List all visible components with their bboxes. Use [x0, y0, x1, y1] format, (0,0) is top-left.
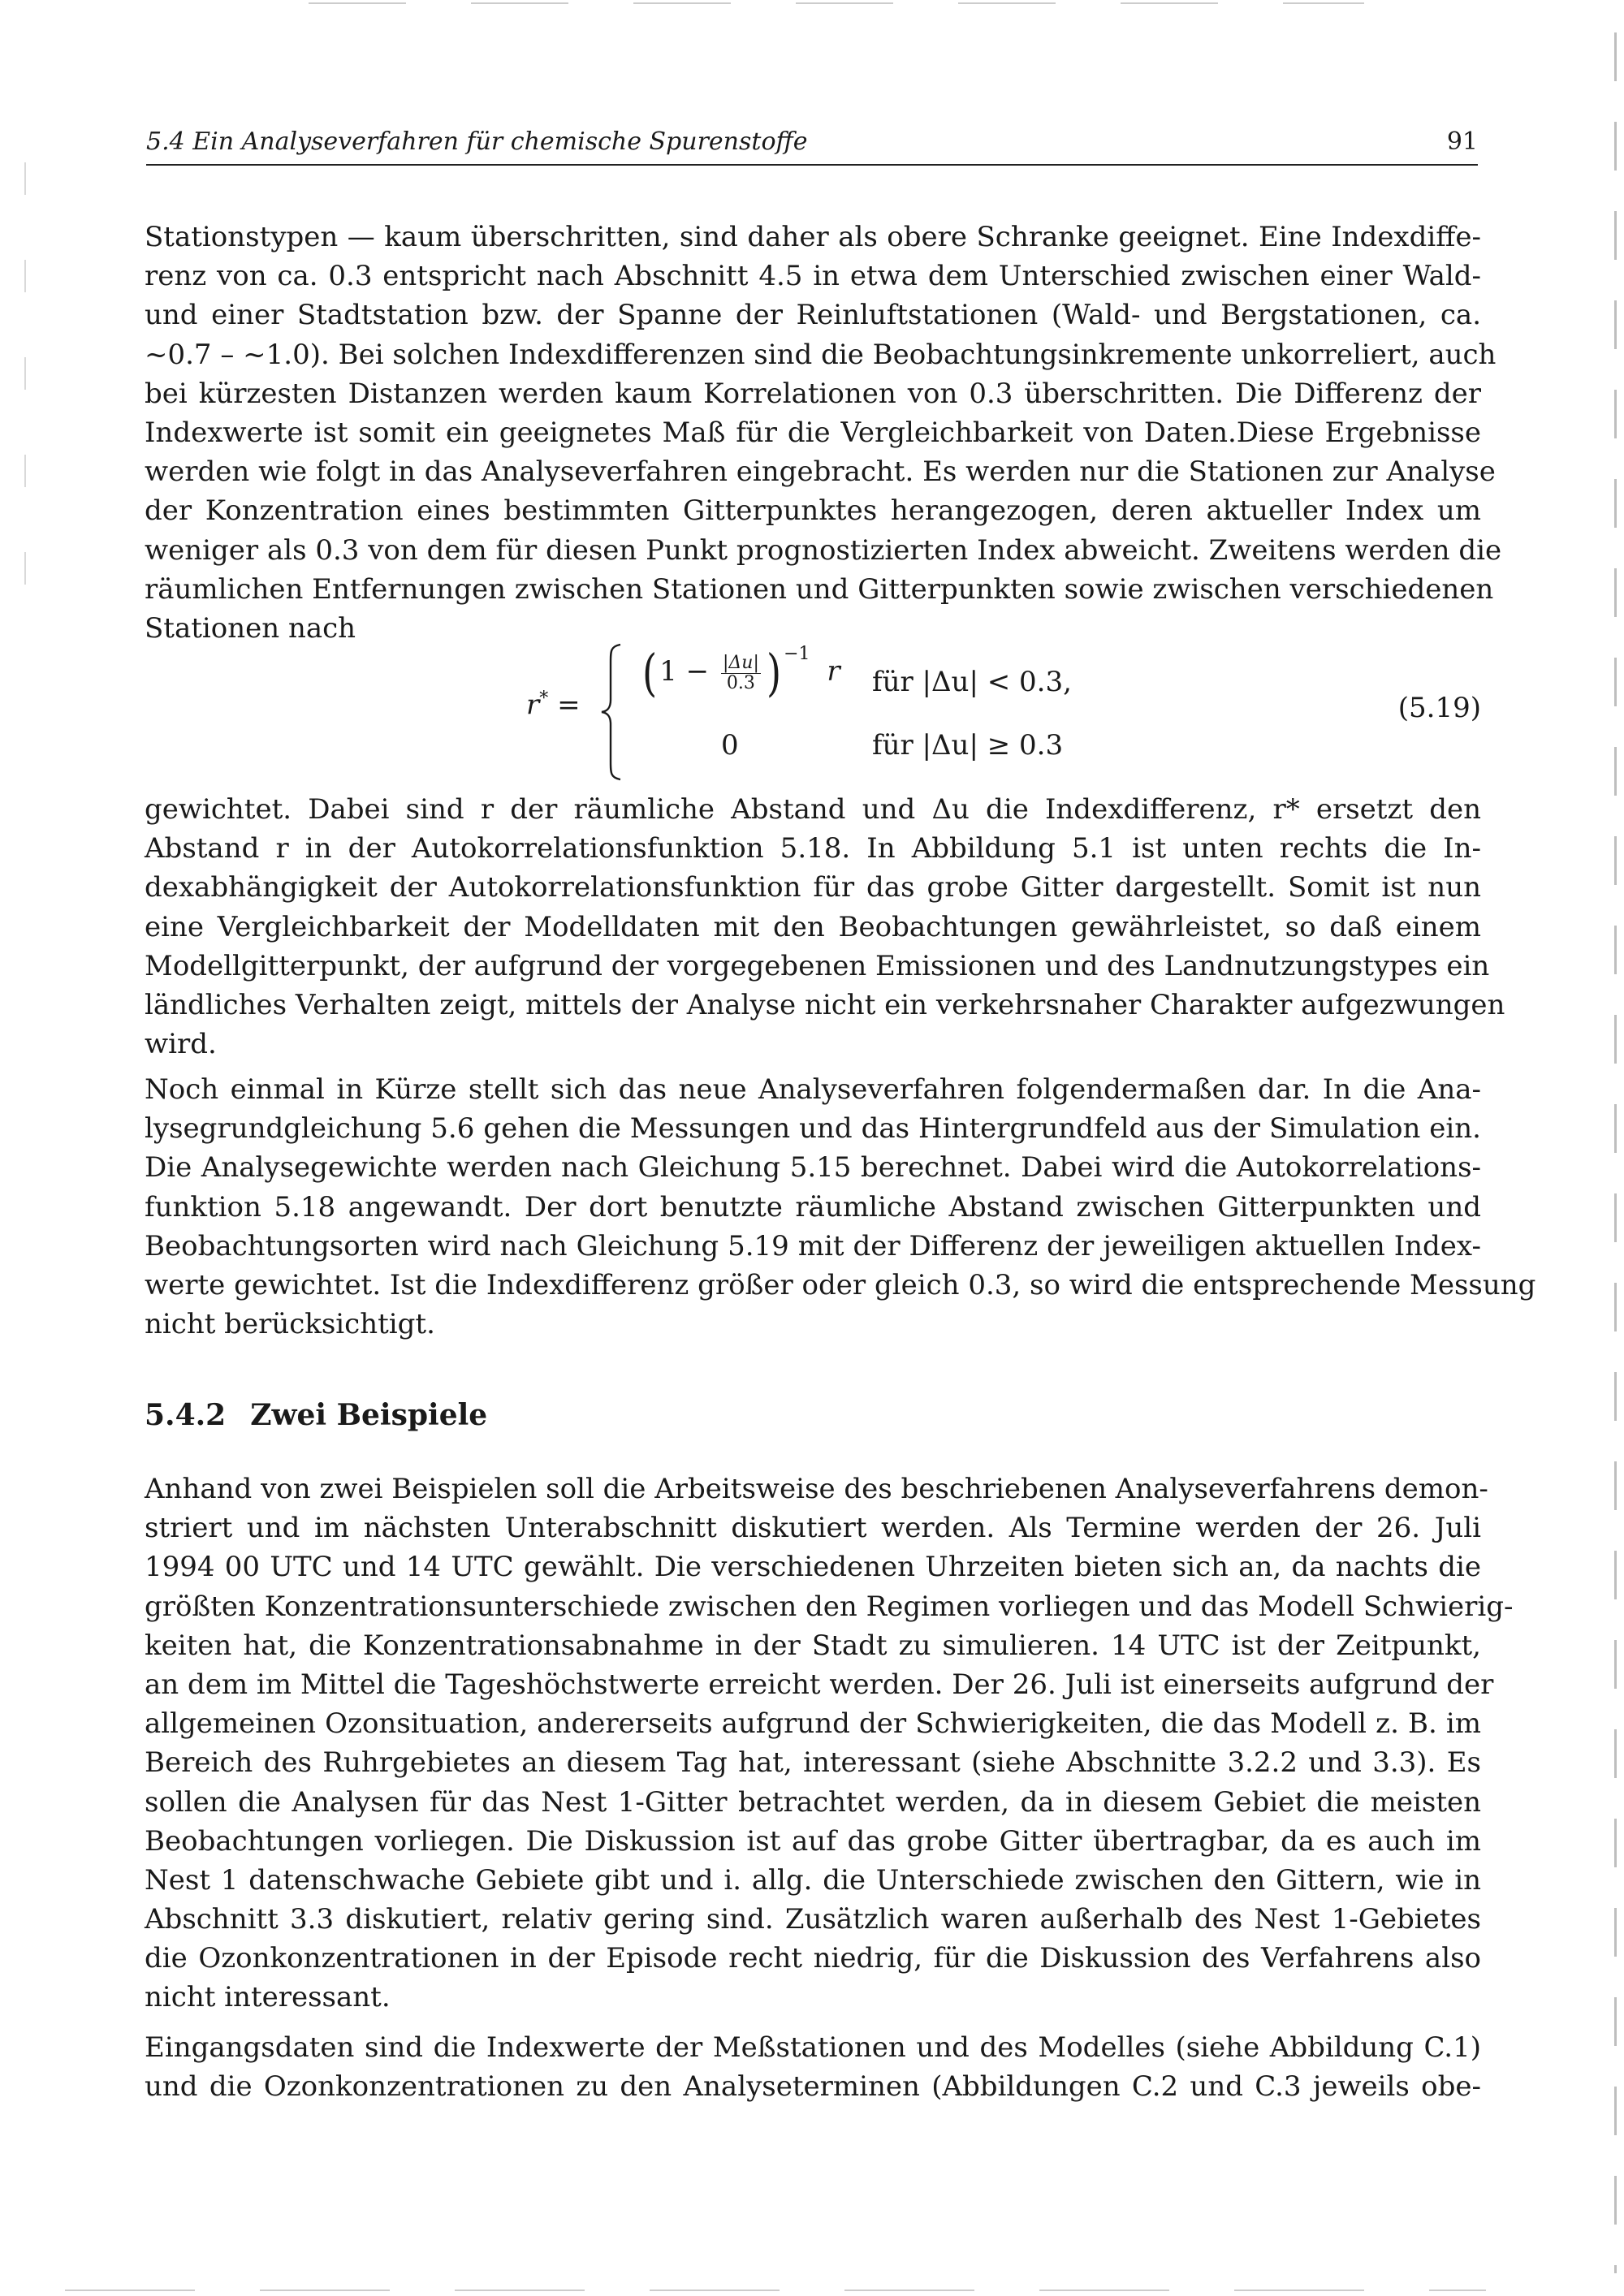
paragraph-2 — [145, 790, 1505, 1064]
text-line: gewichtet. Dabei sind r der räumliche Abstand und Δu die Indexdifferenz, r* ersetzt den — [145, 793, 1481, 826]
text-line: 1994 00 UTC und 14 UTC gewählt. Die verschiedenen Uhrzeiten bieten sich an, da nachts die — [145, 1551, 1481, 1584]
text-line: werden wie folgt in das Analyseverfahren eingebracht. Es werden nur die Stationen zur Analyse — [145, 455, 1496, 489]
text-line: weniger als 0.3 von dem für diesen Punkt prognostizierten Index abweicht. Zweitens werden die — [145, 533, 1502, 567]
text-line: eine Vergleichbarkeit der Modelldaten mit den Beobachtungen gewährleistet, so daß einem — [145, 910, 1481, 943]
paragraph-5 — [145, 2028, 1481, 2106]
text-line: keiten hat, die Konzentrationsabnahme in der Stadt zu simulieren. 14 UTC ist der Zeitpunkt, — [145, 1629, 1481, 1662]
text-line: dexabhängigkeit der Autokorrelationsfunktion für das grobe Gitter dargestellt. Somit ist nun — [145, 871, 1481, 904]
equation-case-1: (1 − $\frac{|\Delta u|}{0.3}$ ) $^{-1}$ r — [642, 643, 840, 702]
section-title: Zwei Beispiele — [250, 1398, 488, 1432]
text-line: Abschnitt 3.3 diskutiert, relativ gering sind. Zusätzlich waren außerhalb des Nest 1-Gebietes — [145, 1903, 1481, 1936]
running-header — [146, 123, 1478, 166]
text-line: Nest 1 datenschwache Gebiete gibt und i. allg. die Unterschiede zwischen den Gittern, wie in — [145, 1863, 1481, 1897]
equation-5-19 — [145, 633, 1481, 788]
paragraph-3 — [145, 1070, 1536, 1344]
text-line: nicht berücksichtigt. — [145, 1308, 435, 1341]
text-line: allgemeinen Ozonsituation, andererseits aufgrund der Schwierigkeiten, die das Modell z. B. im — [145, 1707, 1481, 1741]
text-line: Beobachtungsorten wird nach Gleichung 5.19 mit der Differenz der jeweiligen aktuellen Index- — [145, 1229, 1481, 1262]
text-line: an dem im Mittel die Tageshöchstwerte erreicht werden. Der 26. Juli ist einerseits aufgrund der — [145, 1668, 1494, 1701]
equation-case-2: 0 — [721, 729, 739, 762]
text-line: werte gewichtet. Ist die Indexdifferenz größer oder gleich 0.3, so wird die entsprechende Messung — [145, 1268, 1536, 1301]
equation-condition-2: für |Δu| ≥ 0.3 — [872, 729, 1064, 762]
text-line: größten Konzentrationsunterschiede zwischen den Regimen vorliegen und das Modell Schwierig- — [145, 1590, 1514, 1623]
paragraph-1 — [145, 218, 1502, 648]
text-line: sollen die Analysen für das Nest 1-Gitter betrachtet werden, da in diesem Gebiet die meisten — [145, 1785, 1481, 1819]
text-line: Noch einmal in Kürze stellt sich das neue Analyseverfahren folgendermaßen dar. In die Ana- — [145, 1073, 1481, 1106]
scan-artifact-top — [309, 2, 1364, 4]
text-line: und einer Stadtstation bzw. der Spanne der Reinluftstationen (Wald- und Bergstationen, ca. — [145, 299, 1481, 332]
text-line: und die Ozonkonzentrationen zu den Analyseterminen (Abbildungen C.2 und C.3 jeweils obe- — [145, 2070, 1481, 2104]
text-line: bei kürzesten Distanzen werden kaum Korrelationen von 0.3 überschritten. Die Differenz der — [145, 377, 1481, 410]
running-header-title: 5.4 Ein Analyseverfahren für chemische Spurenstoffe — [146, 127, 808, 156]
text-line: Eingangsdaten sind die Indexwerte der Meßstationen und des Modelles (siehe Abbildung C.1) — [145, 2031, 1481, 2064]
text-line: Beobachtungen vorliegen. Die Diskussion ist auf das grobe Gitter übertragbar, da es auch im — [145, 1824, 1481, 1858]
text-line: lysegrundgleichung 5.6 gehen die Messungen und das Hintergrundfeld aus der Simulation ein. — [145, 1112, 1481, 1146]
text-line: Stationen nach — [145, 611, 356, 645]
curly-brace-icon — [599, 643, 624, 781]
section-number: 5.4.2 — [145, 1398, 227, 1432]
section-heading — [145, 1398, 487, 1432]
text-line: die Ozonkonzentrationen in der Episode recht niedrig, für die Diskussion des Verfahrens also — [145, 1942, 1481, 1975]
text-line: Abstand r in der Autokorrelationsfunktion 5.18. In Abbildung 5.1 ist unten rechts die In- — [145, 832, 1481, 865]
text-line: striert und im nächsten Unterabschnitt diskutiert werden. Als Termine werden der 26. Juli — [145, 1512, 1481, 1545]
text-line: Modellgitterpunkt, der aufgrund der vorgegebenen Emissionen und des Landnutzungstypes ein — [145, 949, 1490, 982]
text-line: wird. — [145, 1028, 217, 1061]
equation-lhs: r* = — [526, 688, 581, 722]
equation-condition-1: für |Δu| < 0.3, — [872, 666, 1072, 698]
text-line: nicht interessant. — [145, 1981, 391, 2014]
text-line: Indexwerte ist somit ein geeignetes Maß für die Vergleichbarkeit von Daten.Diese Ergebnisse — [145, 416, 1481, 449]
fraction: $\frac{|\Delta u|}{0.3}$ — [722, 652, 759, 693]
text-line: Stationstypen — kaum überschritten, sind daher als obere Schranke geeignet. Eine Indexdiffe- — [145, 221, 1481, 253]
text-line: renz von ca. 0.3 entspricht nach Abschnitt 4.5 in etwa dem Unterschied zwischen einer Wald- — [145, 260, 1481, 293]
scan-artifact-bottom — [65, 2290, 1486, 2291]
paragraph-4 — [145, 1470, 1514, 2018]
text-line: der Konzentration eines bestimmten Gitterpunktes herangezogen, deren aktueller Index um — [145, 494, 1481, 528]
text-line: Anhand von zwei Beispielen soll die Arbeitsweise des beschriebenen Analyseverfahrens demon- — [145, 1473, 1488, 1505]
page-number: 91 — [1446, 127, 1478, 156]
scan-artifact-right — [1614, 32, 1617, 2273]
text-line: ländliches Verhalten zeigt, mittels der Analyse nicht ein verkehrsnaher Charakter aufgezwungen — [145, 988, 1505, 1021]
scan-artifact-left — [24, 162, 26, 601]
text-line: Bereich des Ruhrgebietes an diesem Tag hat, interessant (siehe Abschnitte 3.2.2 und 3.3). Es — [145, 1746, 1481, 1780]
text-line: Die Analysegewichte werden nach Gleichung 5.15 berechnet. Dabei wird die Autokorrelations- — [145, 1151, 1481, 1185]
text-line: funktion 5.18 angewandt. Der dort benutzte räumliche Abstand zwischen Gitterpunkten und — [145, 1190, 1481, 1224]
text-line: ~0.7 – ~1.0). Bei solchen Indexdifferenzen sind die Beobachtungsinkremente unkorreliert, auch — [145, 338, 1497, 371]
equation-number: (5.19) — [1397, 692, 1481, 724]
text-line: räumlichen Entfernungen zwischen Stationen und Gitterpunkten sowie zwischen verschiedenen — [145, 572, 1494, 606]
